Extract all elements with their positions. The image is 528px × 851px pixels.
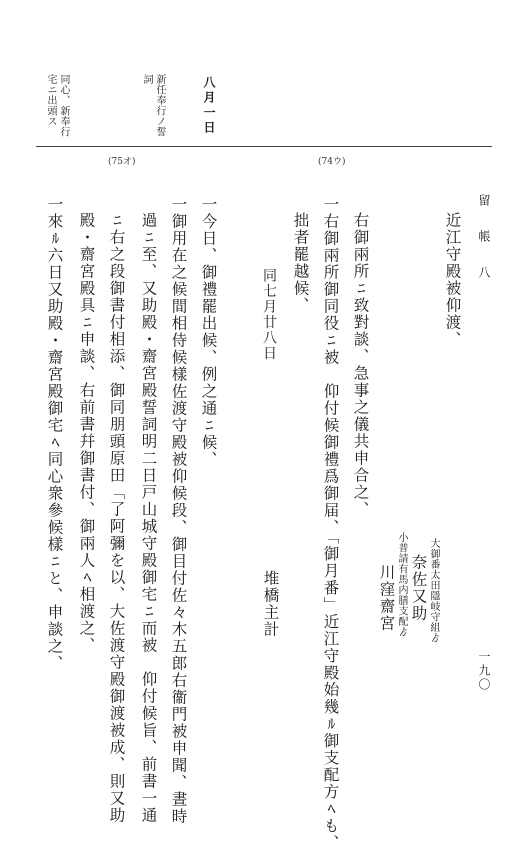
page-number: 一九〇 xyxy=(477,650,491,692)
running-title: 留 帳 八 xyxy=(477,194,491,284)
headnote-dosin-line-1: 同心、新奉行 xyxy=(58,74,69,137)
signatory-name-1: 奈佐又助 xyxy=(409,554,428,622)
signatory-name-2: 川窪齋宮 xyxy=(377,564,396,632)
text-column-10: 殿・齋宮殿具ﾆ申談、右前書幷御書付、御兩人ﾍ相渡之、 xyxy=(77,212,96,654)
text-column-6: 一今日、御禮罷出候、例之通ﾆ候、 xyxy=(199,196,218,468)
signatory-note-2: 小普請有馬内膳支配ゟ xyxy=(396,532,407,637)
signatory-note-1: 大御番太田隱岐守組ゟ xyxy=(428,538,439,643)
text-column-5: 同七月廿八日 xyxy=(261,268,277,361)
text-column-11: 一來ﾙ六日又助殿・齋宮殿御宅ﾍ同心衆參候樣ﾆと、申談之、 xyxy=(45,196,64,672)
text-column-9: ﾆ右之段御書付相添、御同朋頭原田「了阿彌を以、大佐渡守殿御渡被成、則又助 xyxy=(107,212,126,824)
headnote-oath-line-2: 詞 xyxy=(141,74,152,85)
text-column-4a: 拙者罷越候、 xyxy=(291,212,310,314)
text-column-8: 過ﾆ至、又助殿・齋宮殿誓詞明二日戸山城守殿御宅ﾆ而被 仰付候旨、前書一通 xyxy=(139,212,158,824)
text-column-1: 近江守殿被仰渡、 xyxy=(443,212,462,348)
text-column-4b: 堆橋主計 xyxy=(261,570,280,638)
headnote-dosin-line-2: 宅ニ出頭ス xyxy=(45,74,56,127)
date-heading: 八月一日 xyxy=(202,76,216,136)
headnote-oath-line-1: 新任奉行ノ誓 xyxy=(154,74,165,137)
folio-left: (75オ) xyxy=(108,157,136,167)
folio-right: (74ウ) xyxy=(318,157,346,167)
text-column-3: 一右御兩所御同役ﾆ被 仰付候御禮爲御届、「御月番」近江守殿始幾ﾙ御支配方ﾍも、 xyxy=(321,196,340,851)
text-column-7: 一御用在之候間相侍候樣佐渡守殿被仰候段、御目付佐々木五郎右衞門被申聞、晝時 xyxy=(169,196,188,825)
header-rule xyxy=(36,146,492,147)
text-column-2: 右御兩所ﾆ致對談、急事之儀共申合之、 xyxy=(351,212,370,518)
